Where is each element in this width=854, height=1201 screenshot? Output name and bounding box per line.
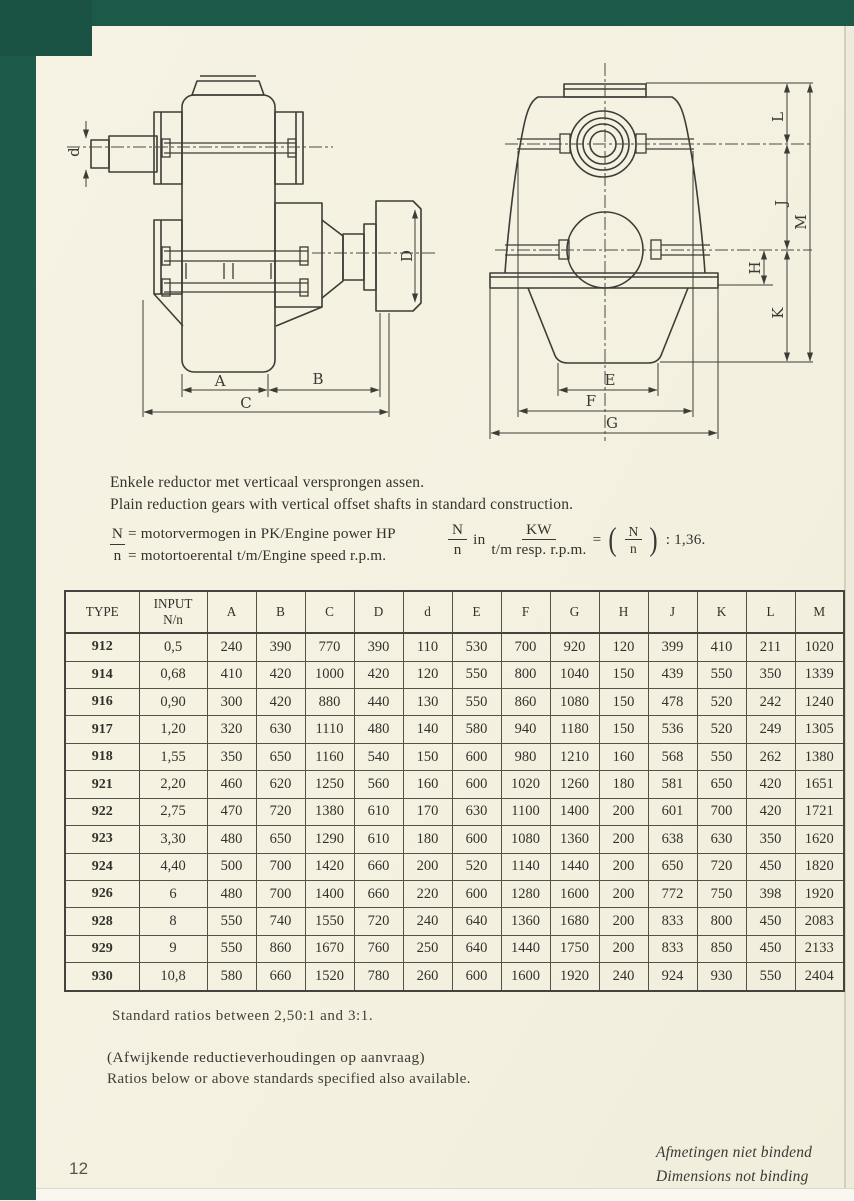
cell-value: 420 bbox=[746, 798, 795, 825]
cell-value: 880 bbox=[305, 689, 354, 716]
cell-value: 720 bbox=[354, 908, 403, 935]
dim-label-E: E bbox=[604, 371, 616, 389]
cell-value: 1670 bbox=[305, 935, 354, 962]
cell-value: 410 bbox=[697, 633, 746, 661]
deviating-ratios-note-english: Ratios below or above standards specified also available. bbox=[107, 1070, 471, 1087]
cell-value: 470 bbox=[207, 798, 256, 825]
cell-value: 860 bbox=[256, 935, 305, 962]
cell-value: 440 bbox=[354, 689, 403, 716]
ratio-value: : 1,36. bbox=[665, 531, 706, 548]
cell-type: 923 bbox=[65, 826, 139, 853]
table-row bbox=[65, 798, 844, 825]
col-header-h: H bbox=[599, 591, 648, 633]
cell-value: 1305 bbox=[795, 716, 844, 743]
cell-value: 1000 bbox=[305, 661, 354, 688]
cell-value: 200 bbox=[599, 880, 648, 907]
cell-type: 929 bbox=[65, 935, 139, 962]
cell-value: 520 bbox=[697, 716, 746, 743]
cell-value: 500 bbox=[207, 853, 256, 880]
cell-value: 1680 bbox=[550, 908, 599, 935]
cell-value: 600 bbox=[452, 880, 501, 907]
cell-value: 398 bbox=[746, 880, 795, 907]
shaft-rods-front bbox=[505, 134, 710, 259]
cell-value: 720 bbox=[256, 798, 305, 825]
col-header-j: J bbox=[648, 591, 697, 633]
cell-value: 580 bbox=[452, 716, 501, 743]
cell-value: 800 bbox=[697, 908, 746, 935]
cell-value: 200 bbox=[599, 935, 648, 962]
dim-label-G: G bbox=[606, 414, 618, 432]
cell-type: 930 bbox=[65, 963, 139, 991]
cell-value: 610 bbox=[354, 826, 403, 853]
col-header-d: d bbox=[403, 591, 452, 633]
cell-value: 180 bbox=[599, 771, 648, 798]
cell-value: 930 bbox=[697, 963, 746, 991]
cell-value: 170 bbox=[403, 798, 452, 825]
cell-value: 1360 bbox=[550, 826, 599, 853]
cell-type: 917 bbox=[65, 716, 139, 743]
table-row bbox=[65, 963, 844, 991]
cell-value: 1180 bbox=[550, 716, 599, 743]
dim-label-A: A bbox=[214, 372, 226, 390]
frac-den: n bbox=[630, 541, 637, 556]
dimension-table bbox=[64, 590, 845, 992]
cell-value: 249 bbox=[746, 716, 795, 743]
cell-value: 700 bbox=[501, 633, 550, 661]
fraction-N-over-n-paren bbox=[625, 524, 643, 556]
cell-value: 638 bbox=[648, 826, 697, 853]
cell-type: 921 bbox=[65, 771, 139, 798]
fraction-N-over-n bbox=[448, 521, 467, 559]
intro-text bbox=[110, 472, 573, 516]
cell-value: 130 bbox=[403, 689, 452, 716]
symbol-N: N bbox=[110, 523, 125, 545]
cell-value: 520 bbox=[452, 853, 501, 880]
cell-value: 460 bbox=[207, 771, 256, 798]
cell-value: 350 bbox=[746, 661, 795, 688]
disclaimer-dutch: Afmetingen niet bindend bbox=[656, 1144, 813, 1161]
dim-label-B: B bbox=[312, 370, 324, 388]
cell-value: 1140 bbox=[501, 853, 550, 880]
cell-value: 660 bbox=[354, 880, 403, 907]
table-row bbox=[65, 716, 844, 743]
table-row bbox=[65, 771, 844, 798]
cell-value: 240 bbox=[599, 963, 648, 991]
cell-value: 120 bbox=[403, 661, 452, 688]
intro-line-dutch: Enkele reductor met verticaal versprongen assen. bbox=[110, 474, 425, 491]
cell-value: 180 bbox=[403, 826, 452, 853]
cell-value: 1,55 bbox=[139, 743, 207, 770]
cell-value: 2404 bbox=[795, 963, 844, 991]
table-row bbox=[65, 908, 844, 935]
frac-num: N bbox=[625, 524, 643, 540]
frac-num: KW bbox=[522, 521, 556, 540]
cell-value: 1600 bbox=[501, 963, 550, 991]
cell-value: 150 bbox=[599, 689, 648, 716]
cell-value: 640 bbox=[452, 908, 501, 935]
cell-value: 3,30 bbox=[139, 826, 207, 853]
cell-value: 550 bbox=[207, 908, 256, 935]
cell-value: 200 bbox=[599, 908, 648, 935]
col-header-k: K bbox=[697, 591, 746, 633]
col-header-l: L bbox=[746, 591, 795, 633]
cell-value: 8 bbox=[139, 908, 207, 935]
cell-value: 1080 bbox=[550, 689, 599, 716]
conversion-formula bbox=[448, 521, 705, 559]
cell-value: 480 bbox=[354, 716, 403, 743]
cell-value: 350 bbox=[207, 743, 256, 770]
dim-label-F: F bbox=[585, 392, 597, 410]
cell-value: 480 bbox=[207, 826, 256, 853]
cell-value: 833 bbox=[648, 908, 697, 935]
cell-value: 940 bbox=[501, 716, 550, 743]
cell-value: 610 bbox=[354, 798, 403, 825]
page-bottom-edge bbox=[36, 1188, 854, 1201]
cell-value: 1339 bbox=[795, 661, 844, 688]
cell-value: 9 bbox=[139, 935, 207, 962]
cell-type: 922 bbox=[65, 798, 139, 825]
cell-value: 1400 bbox=[305, 880, 354, 907]
table-body bbox=[65, 633, 844, 991]
symbol-n: n bbox=[113, 547, 122, 564]
table-header-row bbox=[65, 591, 844, 633]
col-header-m: M bbox=[795, 591, 844, 633]
cell-value: 150 bbox=[599, 661, 648, 688]
cell-value: 450 bbox=[746, 908, 795, 935]
cell-value: 1080 bbox=[501, 826, 550, 853]
cell-value: 2,75 bbox=[139, 798, 207, 825]
in-word: in bbox=[473, 531, 486, 548]
cell-value: 420 bbox=[354, 661, 403, 688]
cell-value: 650 bbox=[256, 743, 305, 770]
cell-value: 772 bbox=[648, 880, 697, 907]
cell-value: 1440 bbox=[550, 853, 599, 880]
definition-power bbox=[110, 523, 396, 545]
col-header-d: D bbox=[354, 591, 403, 633]
col-header-type: TYPE bbox=[65, 591, 139, 633]
tie-rods-side bbox=[162, 139, 308, 296]
cell-value: 1280 bbox=[501, 880, 550, 907]
cell-value: 700 bbox=[697, 798, 746, 825]
cell-value: 240 bbox=[207, 633, 256, 661]
cell-value: 1160 bbox=[305, 743, 354, 770]
cell-value: 420 bbox=[256, 689, 305, 716]
cell-value: 1920 bbox=[795, 880, 844, 907]
cell-value: 150 bbox=[403, 743, 452, 770]
cell-value: 1920 bbox=[550, 963, 599, 991]
cell-value: 410 bbox=[207, 661, 256, 688]
cell-value: 320 bbox=[207, 716, 256, 743]
cell-value: 1360 bbox=[501, 908, 550, 935]
dim-label-M: M bbox=[792, 214, 810, 230]
cell-value: 300 bbox=[207, 689, 256, 716]
cell-value: 250 bbox=[403, 935, 452, 962]
cell-value: 1820 bbox=[795, 853, 844, 880]
cell-type: 914 bbox=[65, 661, 139, 688]
table-row bbox=[65, 633, 844, 661]
cell-type: 916 bbox=[65, 689, 139, 716]
cell-value: 600 bbox=[452, 826, 501, 853]
cell-value: 160 bbox=[403, 771, 452, 798]
table-row bbox=[65, 935, 844, 962]
cell-value: 1420 bbox=[305, 853, 354, 880]
cell-value: 550 bbox=[697, 743, 746, 770]
cell-value: 1290 bbox=[305, 826, 354, 853]
cell-value: 1520 bbox=[305, 963, 354, 991]
cell-value: 536 bbox=[648, 716, 697, 743]
table-row bbox=[65, 743, 844, 770]
cell-type: 918 bbox=[65, 743, 139, 770]
cell-value: 660 bbox=[256, 963, 305, 991]
cell-value: 1250 bbox=[305, 771, 354, 798]
cell-value: 780 bbox=[354, 963, 403, 991]
scanner-background-top bbox=[0, 0, 854, 26]
cell-value: 350 bbox=[746, 826, 795, 853]
cell-value: 2083 bbox=[795, 908, 844, 935]
cell-value: 640 bbox=[452, 935, 501, 962]
scanner-background-left bbox=[0, 0, 36, 1200]
cell-value: 1040 bbox=[550, 661, 599, 688]
col-header-f: F bbox=[501, 591, 550, 633]
cell-value: 860 bbox=[501, 689, 550, 716]
cell-type: 924 bbox=[65, 853, 139, 880]
cell-value: 700 bbox=[256, 880, 305, 907]
centerlines-side bbox=[67, 147, 436, 253]
formula-definitions bbox=[110, 523, 396, 566]
cell-value: 1400 bbox=[550, 798, 599, 825]
cell-value: 420 bbox=[746, 771, 795, 798]
table-row bbox=[65, 826, 844, 853]
definition-speed bbox=[110, 545, 396, 566]
cell-value: 580 bbox=[207, 963, 256, 991]
side-view-drawing bbox=[50, 60, 445, 432]
table-row bbox=[65, 853, 844, 880]
cell-value: 200 bbox=[599, 798, 648, 825]
cell-value: 980 bbox=[501, 743, 550, 770]
cell-value: 650 bbox=[256, 826, 305, 853]
cell-value: 601 bbox=[648, 798, 697, 825]
cell-value: 390 bbox=[354, 633, 403, 661]
cell-value: 581 bbox=[648, 771, 697, 798]
cell-value: 1380 bbox=[305, 798, 354, 825]
dimension-labels-front bbox=[586, 112, 810, 432]
cell-value: 1,20 bbox=[139, 716, 207, 743]
cell-value: 1020 bbox=[501, 771, 550, 798]
cell-value: 1110 bbox=[305, 716, 354, 743]
cell-value: 200 bbox=[403, 853, 452, 880]
table-row bbox=[65, 689, 844, 716]
gearbox-body-front bbox=[490, 84, 718, 363]
cell-value: 650 bbox=[697, 771, 746, 798]
disclaimer bbox=[656, 1141, 812, 1189]
cell-value: 211 bbox=[746, 633, 795, 661]
cell-value: 630 bbox=[452, 798, 501, 825]
dim-label-C: C bbox=[240, 394, 252, 412]
cell-value: 630 bbox=[697, 826, 746, 853]
definition-speed-text: = motortoerental t/m/Engine speed r.p.m. bbox=[128, 547, 387, 564]
dim-label-K: K bbox=[769, 307, 787, 319]
cell-value: 200 bbox=[599, 853, 648, 880]
close-paren: ) bbox=[649, 522, 659, 558]
cell-value: 600 bbox=[452, 963, 501, 991]
cell-value: 770 bbox=[305, 633, 354, 661]
dim-label-D: D bbox=[398, 249, 416, 263]
cell-value: 6 bbox=[139, 880, 207, 907]
cell-value: 600 bbox=[452, 771, 501, 798]
cell-value: 550 bbox=[697, 661, 746, 688]
cell-value: 530 bbox=[452, 633, 501, 661]
gearbox-body-side bbox=[91, 76, 421, 372]
cell-value: 399 bbox=[648, 633, 697, 661]
scanner-background-corner bbox=[0, 0, 92, 56]
table-row bbox=[65, 880, 844, 907]
frac-den: t/m resp. r.p.m. bbox=[491, 541, 587, 558]
frac-num: N bbox=[448, 521, 467, 540]
deviating-ratios-note-dutch: (Afwijkende reductieverhoudingen op aanvraag) bbox=[107, 1049, 426, 1066]
page-number: 12 bbox=[69, 1159, 89, 1178]
cell-value: 1260 bbox=[550, 771, 599, 798]
cell-value: 750 bbox=[697, 880, 746, 907]
cell-value: 1020 bbox=[795, 633, 844, 661]
col-header-c: C bbox=[305, 591, 354, 633]
cell-value: 600 bbox=[452, 743, 501, 770]
cell-value: 160 bbox=[599, 743, 648, 770]
cell-value: 1440 bbox=[501, 935, 550, 962]
cell-value: 540 bbox=[354, 743, 403, 770]
fraction-kw-over-rpm bbox=[491, 521, 586, 559]
cell-value: 150 bbox=[599, 716, 648, 743]
cell-value: 242 bbox=[746, 689, 795, 716]
dim-label-H: H bbox=[746, 261, 764, 275]
cell-value: 550 bbox=[207, 935, 256, 962]
input-shaft bbox=[91, 140, 109, 168]
cell-type: 928 bbox=[65, 908, 139, 935]
cell-value: 1550 bbox=[305, 908, 354, 935]
frac-den: n bbox=[453, 541, 462, 558]
cell-value: 550 bbox=[452, 689, 501, 716]
cell-value: 550 bbox=[746, 963, 795, 991]
intro-line-english: Plain reduction gears with vertical offset shafts in standard construction. bbox=[110, 496, 574, 513]
cell-value: 740 bbox=[256, 908, 305, 935]
cell-value: 120 bbox=[599, 633, 648, 661]
definition-power-text: = motorvermogen in PK/Engine power HP bbox=[128, 525, 396, 542]
cell-value: 650 bbox=[648, 853, 697, 880]
col-header-g: G bbox=[550, 591, 599, 633]
cell-value: 439 bbox=[648, 661, 697, 688]
cell-value: 4,40 bbox=[139, 853, 207, 880]
col-header-b: B bbox=[256, 591, 305, 633]
cell-value: 920 bbox=[550, 633, 599, 661]
standard-ratios-note: Standard ratios between 2,50:1 and 3:1. bbox=[112, 1008, 374, 1024]
cell-value: 800 bbox=[501, 661, 550, 688]
cell-value: 1721 bbox=[795, 798, 844, 825]
cell-value: 660 bbox=[354, 853, 403, 880]
dim-label-L: L bbox=[769, 112, 787, 122]
cell-value: 568 bbox=[648, 743, 697, 770]
table-row bbox=[65, 661, 844, 688]
cell-value: 700 bbox=[256, 853, 305, 880]
disclaimer-english: Dimensions not binding bbox=[656, 1168, 809, 1185]
dim-label-d: d bbox=[65, 147, 83, 157]
cell-value: 200 bbox=[599, 826, 648, 853]
col-header-e: E bbox=[452, 591, 501, 633]
cell-value: 850 bbox=[697, 935, 746, 962]
cell-type: 926 bbox=[65, 880, 139, 907]
cell-value: 1210 bbox=[550, 743, 599, 770]
cell-value: 0,5 bbox=[139, 633, 207, 661]
cell-value: 1620 bbox=[795, 826, 844, 853]
cell-value: 833 bbox=[648, 935, 697, 962]
equals-sign: = bbox=[592, 531, 602, 548]
cell-value: 0,68 bbox=[139, 661, 207, 688]
cell-value: 2,20 bbox=[139, 771, 207, 798]
cell-value: 0,90 bbox=[139, 689, 207, 716]
cell-value: 2133 bbox=[795, 935, 844, 962]
cell-value: 220 bbox=[403, 880, 452, 907]
cell-value: 550 bbox=[452, 661, 501, 688]
col-header-input: INPUT N/n bbox=[139, 591, 207, 633]
cell-value: 140 bbox=[403, 716, 452, 743]
col-header-a: A bbox=[207, 591, 256, 633]
dim-label-J: J bbox=[772, 199, 790, 207]
cell-value: 1100 bbox=[501, 798, 550, 825]
front-view-drawing bbox=[460, 55, 854, 447]
cell-value: 262 bbox=[746, 743, 795, 770]
cell-value: 1380 bbox=[795, 743, 844, 770]
cell-value: 420 bbox=[256, 661, 305, 688]
cell-value: 620 bbox=[256, 771, 305, 798]
cell-value: 240 bbox=[403, 908, 452, 935]
cell-value: 390 bbox=[256, 633, 305, 661]
open-paren: ( bbox=[608, 522, 618, 558]
cell-value: 480 bbox=[207, 880, 256, 907]
cell-type: 912 bbox=[65, 633, 139, 661]
cell-value: 478 bbox=[648, 689, 697, 716]
cell-value: 1651 bbox=[795, 771, 844, 798]
cell-value: 520 bbox=[697, 689, 746, 716]
cell-value: 260 bbox=[403, 963, 452, 991]
cell-value: 450 bbox=[746, 935, 795, 962]
cell-value: 110 bbox=[403, 633, 452, 661]
cell-value: 720 bbox=[697, 853, 746, 880]
cell-value: 1240 bbox=[795, 689, 844, 716]
output-cone bbox=[322, 220, 343, 298]
dimension-table-wrap bbox=[64, 590, 845, 992]
dimensions-front bbox=[490, 83, 813, 439]
cell-value: 1750 bbox=[550, 935, 599, 962]
cell-value: 450 bbox=[746, 853, 795, 880]
cell-value: 560 bbox=[354, 771, 403, 798]
cell-value: 924 bbox=[648, 963, 697, 991]
cell-value: 1600 bbox=[550, 880, 599, 907]
cell-value: 760 bbox=[354, 935, 403, 962]
cell-value: 10,8 bbox=[139, 963, 207, 991]
cell-value: 630 bbox=[256, 716, 305, 743]
